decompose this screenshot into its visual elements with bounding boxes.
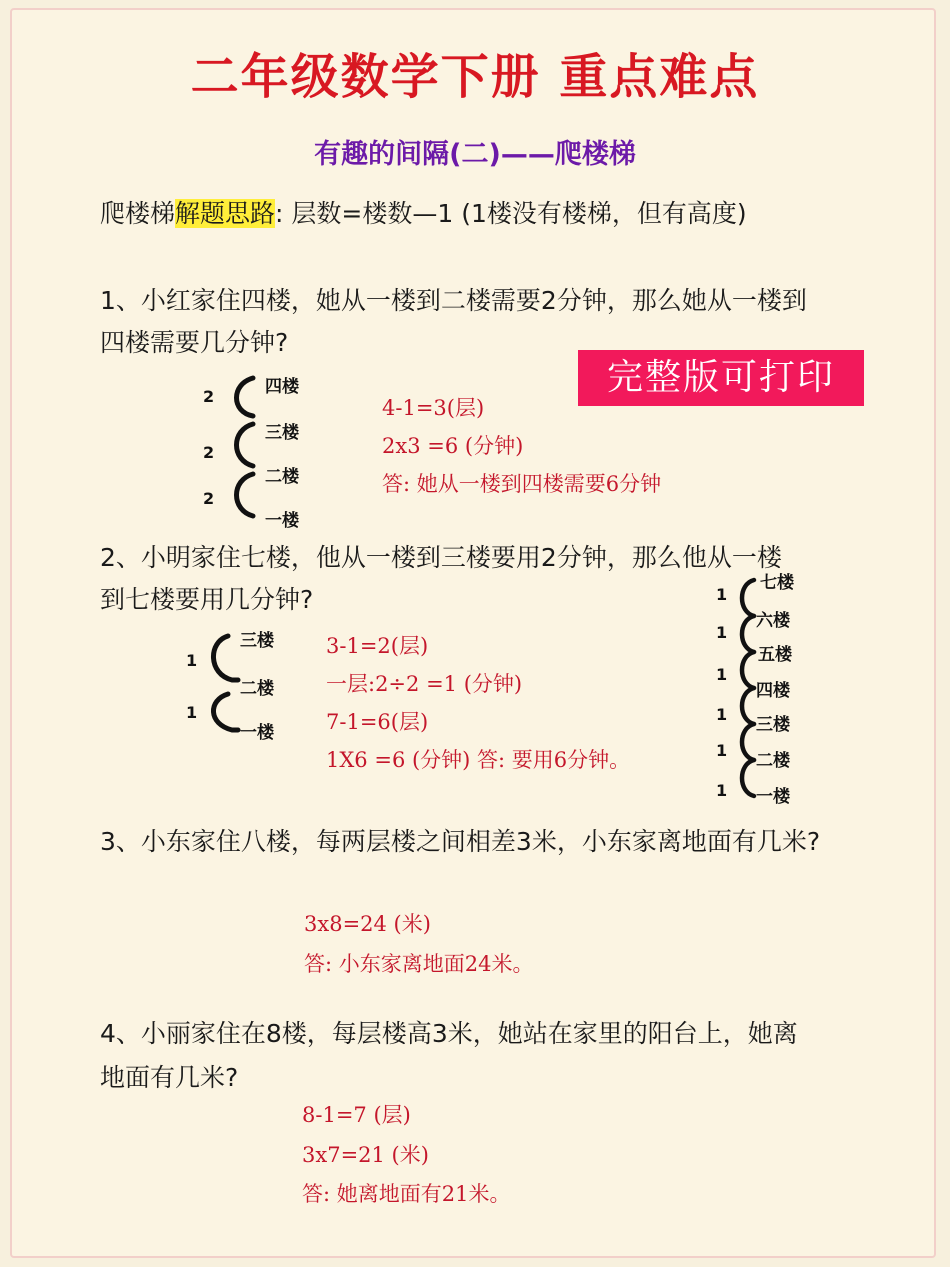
q2-small-arc	[213, 636, 238, 680]
q1-arc	[237, 424, 254, 466]
q2-tall-stairs-diagram	[714, 572, 824, 807]
q1-num: 2	[203, 489, 215, 508]
q2-tall-floor-label: 五楼	[758, 645, 792, 665]
q2-tall-arc	[742, 652, 754, 688]
q1-arc	[237, 474, 254, 516]
q4-calc-2: 3x7=21 (米)	[302, 1143, 429, 1167]
q2-tall-num: 1	[716, 665, 728, 684]
q1-line2: 四楼需要几分钟?	[100, 328, 289, 357]
tip-highlight: 解题思路	[175, 199, 276, 228]
q2-tall-floor-label: 六楼	[756, 611, 790, 631]
q2-small-arc	[213, 694, 238, 730]
q2-small-num: 1	[186, 703, 198, 722]
q1-floor-label: 三楼	[265, 423, 299, 443]
q4-line1: 4、小丽家住在8楼，每层楼高3米，她站在家里的阳台上，她离	[100, 1019, 798, 1048]
q2-tall-num: 1	[716, 623, 728, 642]
q4-calc-1: 8-1=7 (层)	[302, 1103, 411, 1127]
q2-tall-floor-label: 二楼	[756, 751, 790, 771]
q1-calc-2: 2x3 =6 (分钟)	[382, 434, 524, 458]
q1-arc	[237, 378, 254, 416]
q1-floor-label: 四楼	[265, 377, 299, 397]
q2-small-floor-label: 一楼	[240, 723, 274, 743]
q3-answer: 答: 小东家离地面24米。	[304, 952, 534, 976]
q2-small-stairs-diagram	[180, 622, 290, 747]
q2-small-num: 1	[186, 651, 198, 670]
q2-calc-3: 7-1=6(层)	[326, 710, 429, 734]
q2-tall-floor-label: 三楼	[756, 715, 790, 735]
q1-calc-1: 4-1=3(层)	[382, 396, 485, 420]
q2-tall-arc	[742, 688, 754, 724]
q2-line1: 2、小明家住七楼，他从一楼到三楼要用2分钟，那么他从一楼	[100, 543, 782, 572]
q4-line2: 地面有几米?	[100, 1063, 239, 1092]
q2-tall-floor-label: 一楼	[756, 787, 790, 807]
q1-floor-label: 二楼	[265, 467, 299, 487]
q2-tall-arc	[742, 724, 754, 760]
q2-tall-num: 1	[716, 741, 728, 760]
q2-small-floor-label: 二楼	[240, 679, 274, 699]
page-subtitle: 有趣的间隔(二)——爬楼梯	[314, 139, 636, 170]
q2-line2: 到七楼要用几分钟?	[100, 585, 314, 614]
printable-stamp: 完整版可打印	[578, 350, 864, 406]
q1-num: 2	[203, 387, 215, 406]
q1-answer: 答: 她从一楼到四楼需要6分钟	[382, 472, 662, 496]
q3-calc-1: 3x8=24 (米)	[304, 912, 431, 936]
solving-tip	[100, 194, 747, 234]
q2-tall-num: 1	[716, 585, 728, 604]
q1-floor-label: 一楼	[265, 511, 299, 531]
q2-answer: 1X6 =6 (分钟) 答: 要用6分钟。	[326, 748, 631, 772]
tip-body: 层数=楼数—1 (1楼没有楼梯，但有高度)	[291, 199, 747, 228]
page-title: 二年级数学下册 重点难点	[190, 49, 760, 105]
q2-tall-floor-label: 四楼	[756, 681, 790, 701]
q2-tall-floor-label: 七楼	[760, 573, 794, 593]
q2-calc-1: 3-1=2(层)	[326, 634, 429, 658]
q2-small-floor-label: 三楼	[240, 631, 274, 651]
tip-colon: :	[275, 199, 284, 228]
q2-tall-arc	[742, 760, 754, 796]
q1-stairs-diagram	[195, 368, 325, 533]
q1-num: 2	[203, 443, 215, 462]
q4-answer: 答: 她离地面有21米。	[302, 1182, 511, 1206]
q3-line1: 3、小东家住八楼，每两层楼之间相差3米，小东家离地面有几米?	[100, 827, 821, 856]
tip-prefix: 爬楼梯	[100, 199, 176, 228]
q2-tall-arc	[742, 580, 754, 616]
q2-calc-2: 一层:2÷2 =1 (分钟)	[326, 672, 523, 696]
q2-tall-arc	[742, 616, 754, 652]
q2-tall-num: 1	[716, 705, 728, 724]
q2-tall-num: 1	[716, 781, 728, 800]
q1-line1: 1、小红家住四楼，她从一楼到二楼需要2分钟，那么她从一楼到	[100, 286, 807, 315]
